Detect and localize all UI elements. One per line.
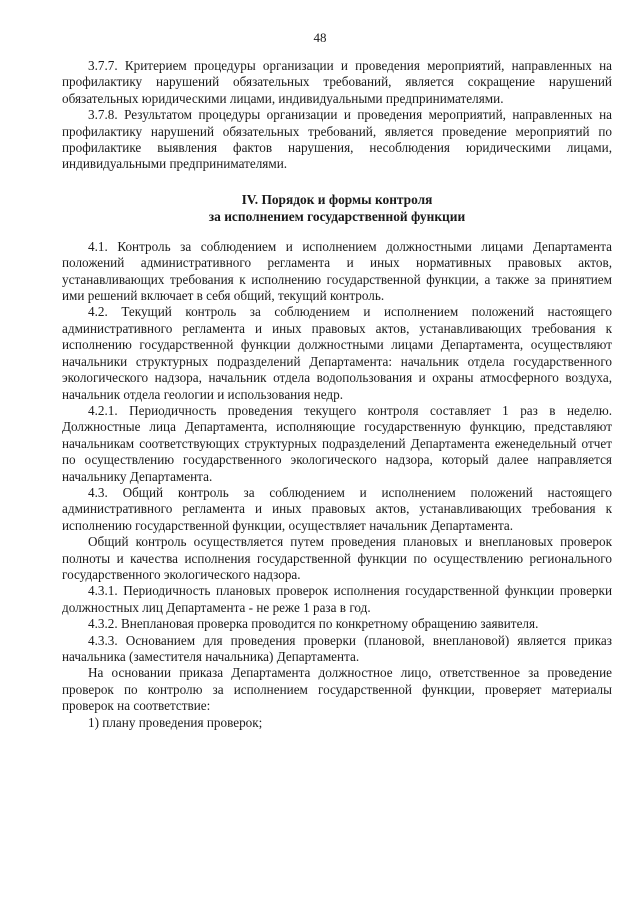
page-number: 48 [313,30,327,45]
paragraph-4-3-3: 4.3.3. Основанием для проведения проверки (плановой, внеплановой) является приказ начальника (заместителя начальника) Департамента. [62,632,612,664]
paragraph-3-7-7: 3.7.7. Критерием процедуры организации и проведения мероприятий, направленных на профилактику нарушений обязательных требований, является сокращение нарушений обязательных юридическими лицами, индивидуальными предпринимателями. [62,58,612,106]
section-heading [62,191,612,225]
paragraph-order-basis: На основании приказа Департамента должностное лицо, ответственное за проведение проверок по контролю за исполнением государственной функции, проверяет материалы проверок на соответствие: [62,665,612,714]
paragraph-4-3: 4.3. Общий контроль за соблюдением и исполнением положений настоящего административного регламента и иных правовых актов, устанавливающих требования к исполнению государственной функции, осуществляет начальник Департамента. [62,484,612,533]
paragraph-3-7-8: 3.7.8. Результатом процедуры организации и проведения мероприятий, направленных на профилактику нарушений обязательных требований, является проведение мероприятий по профилактике выявления фактов нарушения, несоблюдения юридическими лицами, индивидуальными предпринимателями. [62,107,612,172]
paragraph-4-2-1: 4.2.1. Периодичность проведения текущего контроля составляет 1 раз в неделю. Должностные лица Департамента, исполняющие государственную функцию, представляют начальникам соответствующих структурных подразделений Департамента еженедельный отчет по осуществлению государственного экологического надзора, который далее направляется начальнику Департамента. [62,402,612,484]
paragraph-4-3-2: 4.3.2. Внеплановая проверка проводится по конкретному обращению заявителя. [88,616,539,632]
paragraph-4-3-1: 4.3.1. Периодичность плановых проверок исполнения государственной функции проверки должностных лиц Департамента - не реже 1 раза в год. [62,583,612,615]
list-item-1: 1) плану проведения проверок; [88,714,263,730]
section-heading-line-2: за исполнением государственной функции [208,208,466,224]
section-heading-line-1: IV. Порядок и формы контроля [241,191,433,207]
paragraph-general-control: Общий контроль осуществляется путем проведения плановых и внеплановых проверок полноты и качества исполнения государственной функции по осуществлению регионального государственного экологического надзора. [62,534,612,582]
paragraph-4-1: 4.1. Контроль за соблюдением и исполнением должностными лицами Департамента положений административного регламента и иных нормативных правовых актов, устанавливающих требования к исполнению государственной функции, а также за принятием ими решений включает в себя общий, текущий контроль. [62,238,612,304]
document-body [62,58,612,731]
paragraph-4-2: 4.2. Текущий контроль за соблюдением и исполнением положений настоящего административного регламента и иных правовых актов, устанавливающих требования к исполнению государственной функции должностными лицами Департамента, осуществляют начальники структурных подразделений Департамента: начальник отдела государственного экологического надзора, начальник отдела водопользования и охраны атмосферного воздуха, начальник отдела геологии и использования недр. [62,304,612,402]
